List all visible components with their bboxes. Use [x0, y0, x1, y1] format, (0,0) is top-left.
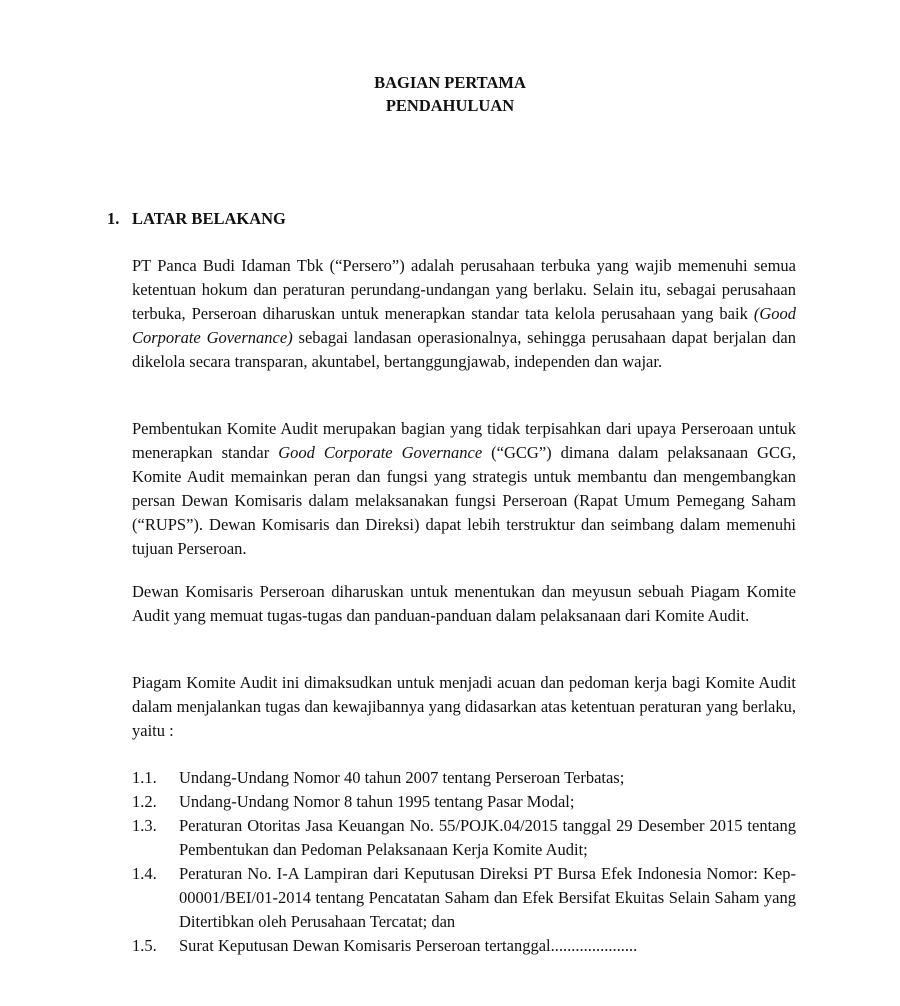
list-item-text: Surat Keputusan Dewan Komisaris Perseroan tertanggal.....................	[179, 936, 638, 955]
list-item-text: Peraturan Otoritas Jasa Keuangan No. 55/POJK.04/2015 tanggal 29 Desember 2015 tentang Pembentukan dan Pedoman Pelaksanaan Kerja Komite Audit;	[179, 816, 796, 859]
paragraph-3	[132, 580, 796, 628]
regulation-list	[132, 766, 796, 958]
list-item	[132, 790, 796, 814]
list-item-text: Undang-Undang Nomor 8 tahun 1995 tentang Pasar Modal;	[179, 792, 575, 811]
paragraph-3-text: Dewan Komisaris Perseroan diharuskan untuk menentukan dan meyusun sebuah Piagam Komite Audit yang memuat tugas-tugas dan panduan-panduan dalam pelaksanaan dari Komite Audit.	[132, 582, 796, 625]
paragraph-4-text: Piagam Komite Audit ini dimaksudkan untuk menjadi acuan dan pedoman kerja bagi Komite Audit dalam menjalankan tugas dan kewajibannya yang didasarkan atas ketentuan peraturan yang berlaku, yaitu :	[132, 673, 796, 740]
paragraph-1-italic: (Good Corporate Governance)	[132, 304, 796, 347]
section-title: LATAR BELAKANG	[132, 209, 286, 228]
paragraph-2-text-b: (“GCG”) dimana dalam pelaksanaan GCG, Komite Audit memainkan peran dan fungsi yang strategis untuk membantu dan mengembangkan persan Dewan Komisaris dalam melaksanakan fungsi Perseroan (Rapat Umum Pemegang Saham (“RUPS”). Dewan Komisaris dan Direksi) dapat lebih terstruktur dan seimbang dalam memenuhi tujuan Perseroan.	[132, 443, 796, 558]
paragraph-1-text-b: sebagai landasan operasionalnya, sehingga perusahaan dapat berjalan dan dikelola secara transparan, akuntabel, bertanggungjawab, independen dan wajar.	[132, 328, 796, 371]
list-item-text: Undang-Undang Nomor 40 tahun 2007 tentang Perseroan Terbatas;	[179, 768, 625, 787]
section-number: 1.	[107, 209, 120, 228]
paragraph-1	[132, 254, 796, 374]
list-item	[132, 814, 796, 862]
list-item-number: 1.2.	[132, 792, 157, 811]
list-item	[132, 766, 796, 790]
list-item-number: 1.4.	[132, 864, 157, 883]
paragraph-2-text-a: Pembentukan Komite Audit merupakan bagian yang tidak terpisahkan dari upaya Perseroaan untuk menerapkan standar	[132, 419, 796, 462]
paragraph-2-italic: Good Corporate Governance	[278, 443, 483, 462]
paragraph-1-text-a: PT Panca Budi Idaman Tbk (“Persero”) adalah perusahaan terbuka yang wajib memenuhi semua ketentuan hokum dan peraturan perundang-undangan yang berlaku. Selain itu, sebagai perusahaan terbuka, Perseroan diharuskan untuk menerapkan standar tata kelola perusahaan yang baik	[132, 256, 796, 323]
paragraph-2	[132, 417, 796, 561]
list-item	[132, 862, 796, 934]
list-item-number: 1.1.	[132, 768, 157, 787]
section-heading	[107, 208, 286, 230]
list-item	[132, 934, 796, 958]
paragraph-4	[132, 671, 796, 743]
part-subtitle: PENDAHULUAN	[385, 96, 515, 115]
list-item-number: 1.3.	[132, 816, 157, 835]
part-title: BAGIAN PERTAMA	[374, 73, 526, 92]
list-item-number: 1.5.	[132, 936, 157, 955]
list-item-text: Peraturan No. I-A Lampiran dari Keputusan Direksi PT Bursa Efek Indonesia Nomor: Kep-00001/BEI/01-2014 tentang Pencatatan Saham dan Efek Bersifat Ekuitas Selain Saham yang Ditertibkan oleh Perusahaan Tercatat; dan	[179, 864, 796, 931]
